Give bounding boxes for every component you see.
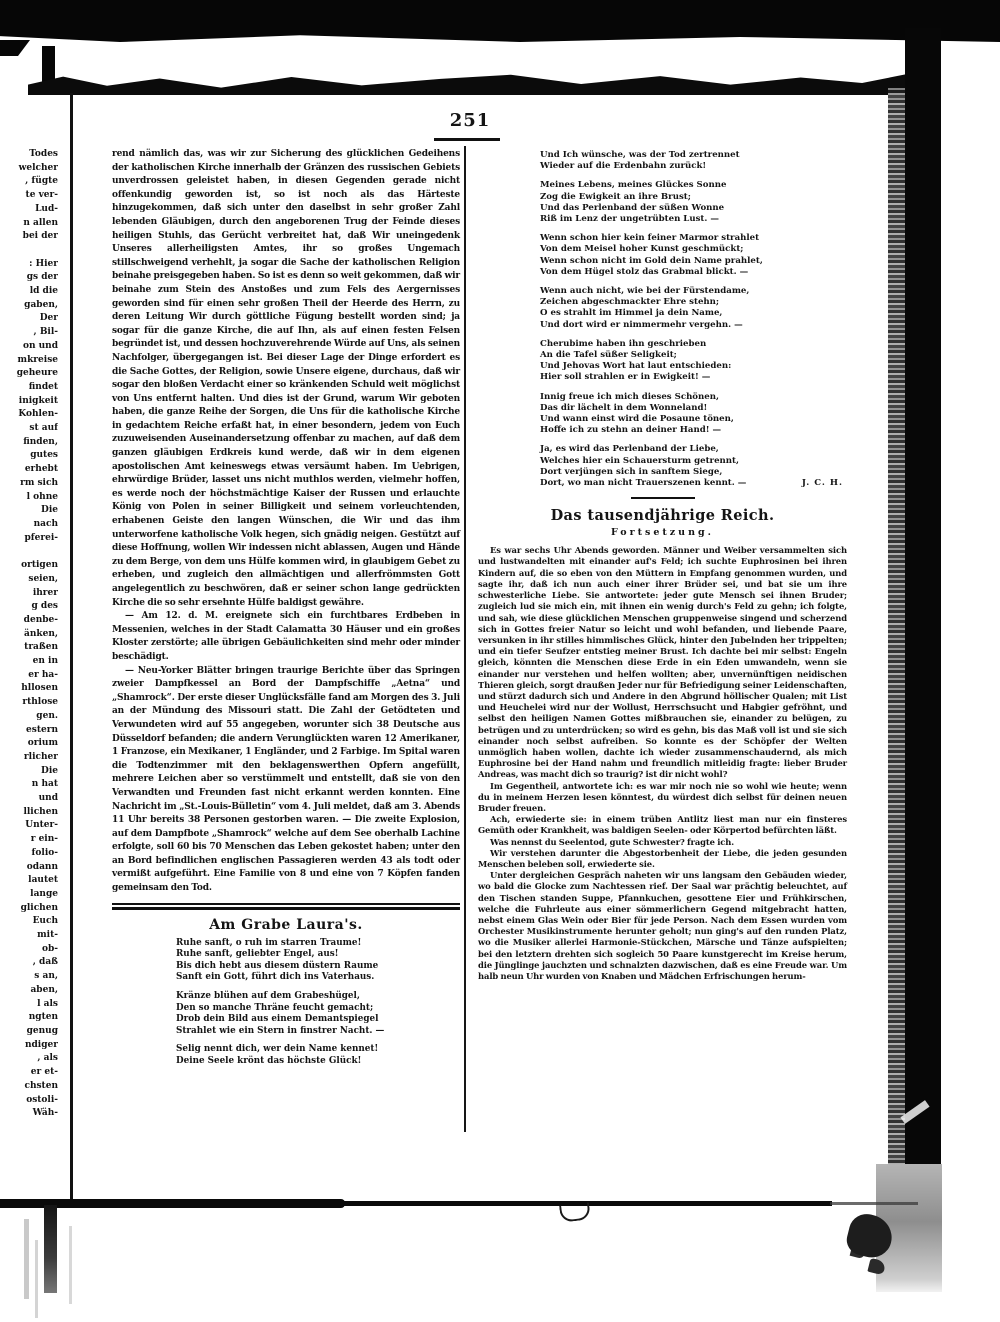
poem-line: Ruhe sanft, o ruh im starren Traume! [176,937,362,948]
margin-fragment: änken, [23,628,58,639]
article-divider-rule [631,497,695,499]
poem-line: Cherubime haben ihn geschrieben [540,338,707,349]
margin-fragment: rm sich [20,477,58,488]
article-paragraph: Im Gegentheil, antwortete ich: es war mir noch nie so wohl wie heute; wenn du in meinem Herzen lesen könntest, du würdest dich selbst für deinen neuen Bruder freuen. [478,780,847,813]
margin-fragment: glichen [20,902,58,913]
article-title: Das tausendjährige Reich. [550,507,775,525]
margin-fragment: llichen [23,806,58,817]
margin-fragment: Die [41,505,58,516]
article-paragraph: Unter dergleichen Gespräch naheten wir uns langsam den Gebäuden wieder, wo bald die Glocke zum Nachtessen rief. Der Saal war prächtig beleuchtet, auf den Tischen standen Suppe, Pfannkuchen, gesottene Eier und Frühkirschen, welche die Fuhrleute aus einer sömmerlichern Gegend mitgebracht hatten, nebst einem Glas Wein oder Bier für jede Person. Nach dem Essen wurden vom Orchester Musikinstrumente herunter geholt; nun ging's auf den runden Platz, wo die Musiker allerlei Harmonie-Stückchen, Märsche und Tänze aufspielten; bei den letztern drehten sich sogleich 50 Paare kunstgerecht im Kreise herum, die Jünglinge jauchzten und schnalzten dazwischen, daß es eine Freude war. Um halb neun Uhr wurden von Knaben und Mädchen Erfrischungen herum- [478,870,847,981]
margin-fragment: Unter- [25,820,58,831]
margin-fragment: ndiger [24,1039,58,1050]
article-subtitle: Fortsetzung. [611,527,714,539]
margin-fragment: Der [39,313,58,324]
margin-fragment: orium [27,738,58,749]
article-paragraph: Es war sechs Uhr Abends geworden. Männer und Weiber versammelten sich und lustwandelten mit einander auf's Feld; ich suchte Euphrosinen bei ihren Kindern auf, die so eben von den Müttern in Empfang genommen wurden, und sagte ihr, daß ich nun auch einer ihrer Brüder sei, und bat sie um ihre schwesterliche Liebe. Sie antwortete: jeder gute Mensch sei ihnen Bruder; zugleich lud sie mich ein, mit ihnen ein wenig durch's Feld zu gehn; ich folgte, und sah, wie diese glücklichen Menschen gruppenweise singend und scherzend sich in Gottes freier Natur so leicht und wohl befanden, und liebende Paare, versunken in ihr stilles himmlisches Glück, hinter den Jubelnden her trippelten; und ein tiefer Seufzer entstieg meiner Brust. Ich dachte bei mir selbst: Engeln gleich, könnten die Menschen diese Erde in ein Eden umwandeln, wenn sie einander nur verstehen und helfen wollten; aber, unvernünftigen neidischen Thieren gleich, sorgt draußen Jeder nur für Befriedigung seiner Leidenschaften, und stürzt dadurch sich und Andere in den Abgrund höllischer Qualen; mit List und Heuchelei wird nur der Wollust, Herrschsucht und Habgier gefröhnt, und selbst den heiligen Namen Gottes mißbrauchen sie, einander zu belügen, zu betrügen und zu unterdrücken; so wird es gehn, bis das Maß voll ist und sie sich einander noch selbst aufreiben. So konnte es der Schöpfer der Welten unmöglich haben wollen, dachte ich wieder zusammenschaudernd, als mich Euphrosine bei der Hand nahm und freundlich mitleidig fragte: lieber Bruder Andreas, was macht dich so traurig? ist dir nicht wohl? [478,545,847,780]
margin-fragment: , als [37,1053,58,1064]
article-paragraph: Was nennst du Seelentod, gute Schwester? fragte ich. [490,836,735,847]
margin-fragment: Kohlen- [18,409,58,420]
news-paragraph: rend nämlich das, was wir zur Sicherung des glücklichen Gedeihens der katholischen Kirche innerhalb der Gränzen des russischen Gebiets unverdrossen geleistet haben, in diesen Gegenden gerade nicht offenkundig geworden ist, so ist noch als das Härteste hinzugekommen, daß sich unter den daselbst in sehr großer Zahl lebenden Gläubigen, durch den angeborenen Trug der Feinde dieses heiligen Stuhls, das Gerücht verbreitet hat, daß Wir uneingedenk Unseres allerheiligsten Amtes, ihr so großes Ungemach stillschweigend verhehlt, ja sogar die Sache der katholischen Religion beinahe preisgegeben haben. So ist es denn so weit gekommen, daß wir beinahe zum Stein des Anstoßes und zum Fels des Aergernisses geworden sind für einen sehr großen Theil der Heerde des Herrn, zu deren Leitung Wir durch göttliche Fügung bestellt worden sind; ja sogar für die ganze Kirche, die auf Ihn, als auf einen festen Felsen begründet ist, und dessen hochzuverehrende Würde auf Uns, als seinen Nachfolger, übergegangen ist. Bei dieser Lage der Dinge erfordert es die Sache Gottes, der Religion, sowie Unsere eigene, durchaus, daß wir sogar den bloßen Verdacht einer so kränkenden Schuld weit möglichst von Uns entfernt halten. Und dies ist der Grund, warum Wir geboten haben, die ganze Reihe der Sorgen, die Uns für die katholische Kirche in gedachtem Reiche erfaßt hat, in einer besondern, jedem von Euch zuzuweisenden Auseinandersetzung offenbar zu machen, auf daß dem ganzen gläubigen Erdkreis kund werde, daß wir in dem eigenen apostolischen Amt keineswegs etwas versäumt haben. Im Uebrigen, ehrwürdige Brüder, lasset uns nicht muthlos werden, vielmehr hoffen, es werde noch der höchstmächtige Kaiser der Russen und erlauchte König von Polen in seiner Billigkeit und seinem vorleuchtenden, erhabenen Geiste den langen Wünschen, die Wir und das ihm unterworfene katholische Volk hegen, sich gnädig neigen. Gestützt auf diese Hoffnung, wollen Wir indessen nicht ablassen, Augen und Hände zu dem Berge, von dem uns Hülfe kommen wird, in glaubigem Gebet zu erheben, und zugleich den allmächtigen und allerfrömmsten Gott angelegentlich zu beschwören, daß er seiner schon lange gedrückten Kirche die so sehr ersehnte Hülfe baldigst gewähre. [112,149,460,608]
margin-fragment: g des [31,601,58,612]
poem-line: Riß im Lenz der ungetrübten Lust. — [540,214,719,225]
poem-stanza [478,150,847,172]
poem-line: Dort, wo man nicht Trauerszenen kennt. — [540,478,747,489]
news-paragraph: — Neu-Yorker Blätter bringen traurige Berichte über das Springen zweier Dampfkessel an Bord der Dampfschiffe „Aetna“ und „Shamrock“. Der erste dieser Unglücksfälle fand am Morgen des 3. Juli an der Mündung des Missouri statt. Die Zahl der Getödteten und Verwundeten wird auf 55 angegeben, worunter sich 38 Deutsche aus Düsseldorf befanden; die andern Verunglückten waren 12 Amerikaner, 1 Franzose, ein Mexikaner, 1 Engländer, und 2 Farbige. Im Spital waren die Todtenzimmer mit den beklagenswerthen Opfern angefüllt, mehrere Leichen aber so verstümmelt und entstellt, daß sie von den Verwandten und Freunden fast nicht erkannt werden konnten. Eine Nachricht im „St.-Louis-Bülletin“ vom 4. Juli meldet, daß am 3. Abends 11 Uhr bereits 38 Personen gestorben waren. — Die zweite Explosion, auf dem Dampfbote „Shamrock“ welche auf dem See oberhalb Lachine erfolgte, soll 60 bis 70 Menschen das Leben gekostet haben; unter den an Bord befindlichen englischen Passagieren werden 43 als todt oder vermißt aufgeführt. Eine Familie von 8 und eine von 7 Köpfen fanden gemeinsam den Tod. [112,665,460,894]
margin-fragment: folio- [31,847,58,858]
column-2 [478,150,847,982]
margin-fragment: ostoli- [26,1094,58,1105]
poem-stanza [478,233,847,278]
margin-fragment: gutes [30,450,58,461]
poem-line: Strahlet wie ein Stern in finstrer Nacht. — [176,1025,385,1036]
poem-line: Bis dich hebt aus diesem düstern Raume [176,960,379,971]
margin-fragment: l ohne [26,491,58,502]
margin-fragment: on und [22,340,58,351]
poem-stanza [478,339,847,384]
margin-fragment: Die [41,765,58,776]
scan-top-edge [0,0,1000,42]
margin-fragment: bei der [22,231,58,242]
margin-fragment: denbe- [23,614,58,625]
margin-fragment: hllosen [21,683,58,694]
poem-stanza [478,444,847,478]
poem-line: Selig nennt dich, wer dein Name kennet! [176,1044,379,1055]
poem-line: Von dem Meisel hoher Kunst geschmückt; [540,244,744,255]
poem-line: Wenn schon hier kein feiner Marmor strahlet [540,233,760,244]
poem-stanza [112,991,460,1037]
margin-fragment: ob- [41,943,58,954]
poem-line: Und Jehovas Wort hat laut entschieden: [540,361,732,372]
margin-fragment: , fügte [25,176,58,187]
margin-fragment: geheure [16,368,58,379]
poem-line: Und dort wird er nimmermehr vergehn. — [540,319,743,330]
article-paragraph: Ach, erwiederte sie: in einem trüben Antlitz liest man nur ein finsteres Gemüth oder Krankheit, was baldigen Seelen- oder Körpertod befürchten läßt. [478,814,847,836]
poem-signature: J. C. H. [801,478,843,489]
poem-line: Das dir lächelt in dem Wonneland! [540,402,708,413]
scan-bottom-left-smear [44,1205,57,1293]
poem-line: Welches hier ein Schauersturm getrennt, [540,455,739,466]
margin-fragment: n hat [31,779,58,790]
poem-last-line-row [478,478,847,489]
poem-line: An die Tafel süßer Seligkeit; [540,350,677,361]
page-fold-line [70,93,73,1205]
margin-fragment: n allen [23,217,58,228]
margin-fragment: Euch [32,916,58,927]
margin-fragment: Wäh- [32,1108,58,1119]
margin-fragment: inigkeit [18,395,58,406]
poem-line: Innig freue ich mich dieses Schönen, [540,391,720,402]
margin-fragment: und [38,793,58,804]
margin-fragment: gs der [26,272,58,283]
page-bottom-rule-tail [830,1202,918,1205]
margin-fragment: welcher [18,162,58,173]
margin-fragment: ld die [29,286,58,297]
poem-stanza [112,1044,460,1067]
column-divider-rule [464,146,466,1132]
margin-fragment: odann [26,861,58,872]
poem-stanza [478,392,847,437]
poem-line: Ja, es wird das Perlenband der Liebe, [540,444,719,455]
margin-fragment: seien, [28,573,58,584]
margin-fragment: Todes [29,149,58,159]
left-margin-fragments [0,148,58,1121]
poem-line: Und Ich wünsche, was der Tod zertrennet [540,150,740,160]
margin-fragment: , Bil- [33,327,58,338]
poem-line: Ruhe sanft, geliebter Engel, aus! [176,949,339,960]
margin-fragment: estern [26,724,58,735]
margin-fragment: Lud- [35,203,58,214]
margin-fragment: findet [28,381,58,392]
scan-right-edge [905,28,941,1166]
poem-line: Den so manche Thräne feucht gemacht; [176,1002,374,1013]
page-number-rule [434,138,500,141]
margin-fragment: lange [30,888,58,899]
section-divider-rule [112,903,460,910]
page-number: 251 [449,110,491,131]
margin-fragment: lautet [28,875,58,886]
margin-fragment: mkreise [17,354,58,365]
margin-fragment: r ein- [30,834,58,845]
poem-line: Wenn auch nicht, wie bei der Fürstendame, [540,286,750,297]
margin-fragment: rlicher [23,751,58,762]
poem-line: Wieder auf die Erdenbahn zurück! [540,161,707,172]
margin-fragment: pferei- [24,532,58,543]
margin-fragment: ortigen [21,560,58,571]
poem-line: Drob dein Bild aus einem Demantspiegel [176,1014,379,1025]
poem-line: Wenn schon nicht im Gold dein Name prahlet, [540,255,763,266]
margin-fragment: l als [37,998,58,1009]
poem-stanza [112,938,460,984]
margin-fragment: chsten [24,1080,58,1091]
poem-line: Dort verjüngen sich in sanftem Siege, [540,466,723,477]
margin-fragment: te ver- [25,190,58,201]
poem-line: Sanft ein Gott, führt dich ins Vaterhaus. [176,972,375,983]
margin-fragment: ngten [28,1012,58,1023]
margin-fragment: nach [33,518,58,529]
news-paragraph: — Am 12. d. M. ereignete sich ein furchtbares Erdbeben in Messenien, welches in der Stadt Calamatta 30 Häuser und ein großes Kloster zerstörte; alle übrigen Gebäulichkeiten sind mehr oder minder beschädigt. [112,611,460,662]
book-top-page-edges [28,72,906,95]
poem-line: Deine Seele krönt das höchste Glück! [176,1056,362,1066]
poem-line: Zog die Ewigkeit an ihre Brust; [540,191,691,202]
margin-fragment: finden, [23,436,58,447]
poem-stanza [478,286,847,331]
margin-fragment: , daß [32,957,58,968]
poem-line: O es strahlt im Himmel ja dein Name, [540,308,723,319]
margin-fragment [0,244,58,258]
margin-fragment [0,545,58,559]
pen-hook-mark [559,1202,591,1223]
poem-stanza [478,180,847,225]
margin-fragment: rthlose [22,697,58,708]
column-1 [112,148,460,1075]
margin-fragment: ihrer [32,587,58,598]
book-fore-edge-texture [888,88,906,1168]
margin-fragment: genug [26,1026,58,1036]
margin-fragment: s an, [34,971,58,982]
margin-fragment: er et- [30,1067,58,1078]
article-paragraph: Wir verstehen darunter die Abgestorbenheit der Liebe, die jeden gesunden Menschen beleben soll, erwiederte sie. [478,847,847,869]
margin-fragment: er ha- [28,669,58,680]
margin-fragment: aben, [30,984,58,995]
margin-fragment: gen. [36,710,58,721]
margin-fragment: erhebt [24,464,58,475]
poem-line: Von dem Hügel stolz das Grabmal blickt. — [540,266,749,277]
poem-line: Und wann einst wird die Posaune tönen, [540,414,734,425]
poem-line: Und das Perlenband der süßen Wonne [540,202,725,213]
margin-fragment: traßen [24,642,58,653]
poem-line: Meines Lebens, meines Glückes Sonne [540,180,727,191]
scan-top-edge-nub [0,40,30,56]
margin-fragment: st auf [29,423,58,434]
margin-fragment: en in [32,656,58,667]
poem-line: Kränze blühen auf dem Grabeshügel, [176,991,360,1002]
margin-fragment: : Hier [29,258,58,269]
poem-title: Am Grabe Laura's. [209,916,363,933]
poem-line: Hoffe ich zu stehn an deiner Hand! — [540,425,722,436]
margin-fragment: gaben, [24,299,58,310]
poem-line: Hier soll strahlen er in Ewigkeit! — [540,372,711,383]
poem-line: Zeichen abgeschmackter Ehre stehn; [540,297,720,308]
margin-fragment: mit- [37,930,58,941]
